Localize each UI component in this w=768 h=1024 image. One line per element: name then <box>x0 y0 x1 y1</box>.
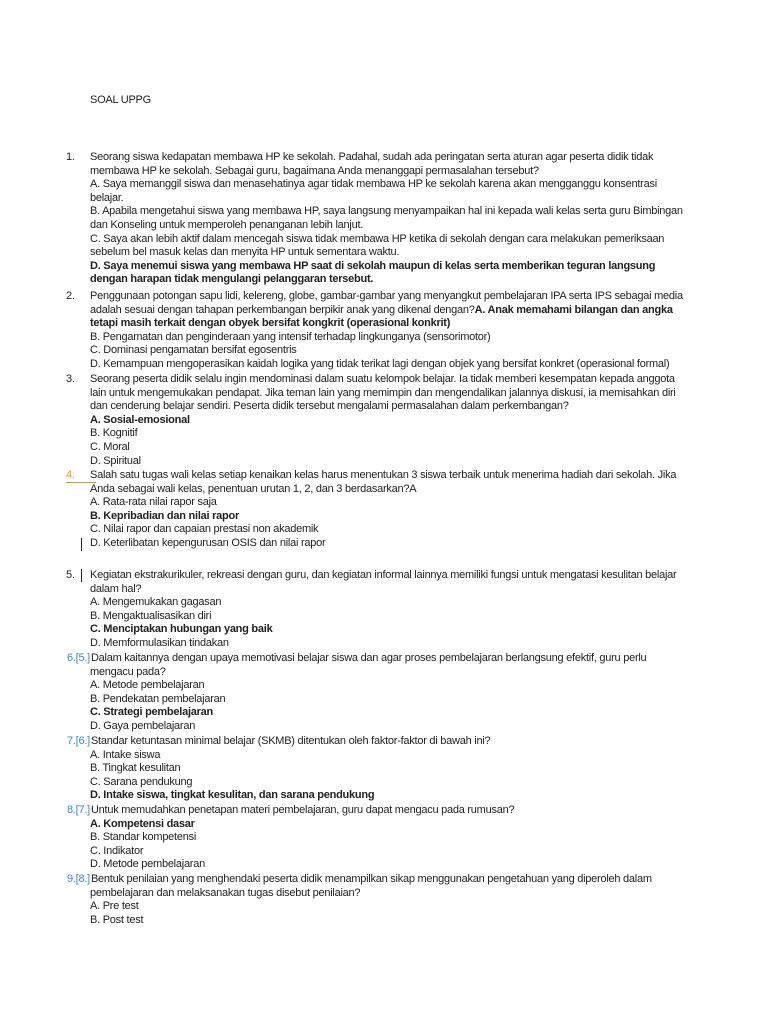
question-text-line: Seorang peserta didik selalu ingin mendominasi dalam suatu kelompok belajar. Ia tidak memberi kesempatan kepada anggota <box>90 373 675 385</box>
option-d: D. Keterlibatan kepengurusan OSIS dan nilai rapor <box>90 536 326 549</box>
option-a: A. Saya memanggil siswa dan menasehatinya agar tidak membawa HP ke sekolah karena akan mengganggu konsentrasi <box>90 178 657 191</box>
option-b: B. Pengamatan dan penginderaan yang intensif terhadap lingkunganya (sensorimotor) <box>90 330 491 343</box>
question-text-line: Bentuk penilaian yang menghendaki peserta didik menampilkan sikap menggunakan pengetahuan yang diperoleh dalam <box>90 873 652 885</box>
option-a: A. Rata-rata nilai rapor saja <box>90 496 217 509</box>
question-text-line <box>90 304 690 318</box>
option-c: C. Dominasi pengamatan bersifat egosentris <box>90 344 297 357</box>
question-text-line: Untuk memudahkan penetapan materi pembelajaran, guru dapat mengacu pada rumusan? <box>90 804 515 816</box>
question-number-tracked: 7.[6.] <box>67 735 90 747</box>
option-d-answer: D. Intake siswa, tingkat kesulitan, dan sarana pendukung <box>90 789 375 802</box>
option-c: C. Indikator <box>90 844 144 857</box>
question-text-line: Kegiatan ekstrakurikuler, rekreasi dengan guru, dan kegiatan informal lainnya memiliki fungsi untuk mengatasi kesulitan belajar <box>90 569 677 581</box>
question-number: 1. <box>66 151 75 163</box>
question-number: 2. <box>66 290 75 302</box>
option-b: B. Apabila mengetahui siswa yang membawa HP, saya langsung menyampaikan hal ini kepada wali kelas serta guru Bimbingan <box>90 205 683 218</box>
option-a: A. Metode pembelajaran <box>90 679 205 692</box>
option-b-cont: dan Konseling untuk memperoleh penanganan lebih lanjut. <box>90 218 364 231</box>
question-number-tracked: 8.[7.] <box>67 804 90 816</box>
option-b: B. Kognitif <box>90 427 138 440</box>
question-5 <box>66 569 690 651</box>
option-d: D. Metode pembelajaran <box>90 858 205 871</box>
question-text-line: Anda sebagai wali kelas, penentuan urutan 1, 2, dan 3 berdasarkan?A <box>90 482 417 495</box>
option-d: D. Kemampuan mengoperasikan kaidah logika yang tidak terikat lagi dengan objek yang bersifat konkret (operasional formal) <box>90 357 670 370</box>
option-c: C. Moral <box>90 440 130 453</box>
question-text-line: mengacu pada? <box>90 665 166 678</box>
question-8 <box>67 804 690 872</box>
question-text-line: Penggunaan potongan sapu lidi, kelereng, globe, gambar-gambar yang menyangkut pembelajaran IPA serta IPS sebagai media <box>90 290 683 302</box>
option-d: D. Spiritual <box>90 454 141 467</box>
option-b: B. Pendekatan pembelajaran <box>90 692 226 705</box>
option-a-answer: A. Sosial-emosional <box>90 413 190 426</box>
option-d-answer-cont: dengan harapan tidak mengulangi pelanggaran tersebut. <box>90 273 374 286</box>
question-6 <box>67 652 690 734</box>
question-7 <box>67 735 690 803</box>
option-a: A. Intake siswa <box>90 748 161 761</box>
question-number: 3. <box>66 373 75 385</box>
question-3 <box>66 373 690 468</box>
option-a: A. Mengemukakan gagasan <box>90 596 222 609</box>
question-1 <box>66 151 690 287</box>
question-number-tracked: 4. <box>66 469 88 483</box>
option-a-answer-cont: tetapi masih terkait dengan obyek bersifat kongkrit (operasional konkrit) <box>90 317 451 330</box>
option-c-answer: C. Menciptakan hubungan yang baik <box>90 623 273 636</box>
option-b: B. Mengaktualisasikan diri <box>90 609 212 622</box>
question-number-tracked: 6.[5.] <box>67 652 90 664</box>
option-b: B. Post test <box>90 913 144 926</box>
question-9 <box>67 873 690 927</box>
question-text-line: Standar ketuntasan minimal belajar (SKMB) ditentukan oleh faktor-faktor di bawah ini? <box>90 735 491 747</box>
option-b-answer: B. Kepribadian dan nilai rapor <box>90 509 239 522</box>
question-text-line: Seorang siswa kedapatan membawa HP ke sekolah. Padahal, sudah ada peringatan serta aturan agar peserta didik tidak <box>90 151 654 163</box>
option-a-answer: A. Kompetensi dasar <box>90 817 195 830</box>
change-bar-marker <box>81 569 82 582</box>
option-b: B. Standar kompetensi <box>90 831 197 844</box>
option-d: D. Gaya pembelajaran <box>90 719 196 732</box>
question-text-line: pembelajaran dan melaksanakan tugas disebut penilaian? <box>90 886 361 899</box>
option-c: C. Sarana pendukung <box>90 775 193 788</box>
option-a-cont: belajar. <box>90 191 124 204</box>
option-c-answer: C. Strategi pembelajaran <box>90 706 213 719</box>
option-d: D. Memformulasikan tindakan <box>90 636 229 649</box>
question-text-line: membawa HP ke sekolah. Sebagai guru, bagaimana Anda menanggapi permasalahan tersebut? <box>90 164 539 177</box>
document-title: SOAL UPPG <box>90 94 151 106</box>
option-c: C. Nilai rapor dan capaian prestasi non akademik <box>90 523 319 536</box>
question-text: adalah sesuai dengan tahapan perkembangan berpikir anak yang dikenal dengan? <box>90 303 475 316</box>
question-text-line: dalam hal? <box>90 582 142 595</box>
question-number-tracked: 9.[8.] <box>67 873 90 885</box>
option-d-answer: D. Saya menemui siswa yang membawa HP saat di sekolah maupun di kelas serta memberikan teguran langsung <box>90 259 656 272</box>
question-text-line: Salah satu tugas wali kelas setiap kenaikan kelas harus menentukan 3 siswa terbaik untuk menerima hadiah dari sekolah. Jika <box>90 469 677 481</box>
option-c-cont: sebelum bel masuk kelas dan menyita HP untuk sementara waktu. <box>90 246 400 259</box>
question-number: 5. <box>66 569 75 581</box>
option-c: C. Saya akan lebih aktif dalam mencegah siswa tidak membawa HP ketika di sekolah dengan cara melakukan pemeriksaan <box>90 232 665 245</box>
question-text-line: dan cenderung belajar sendiri. Peserta didik tersebut mengalami permasalahan dalam perkembangan? <box>90 400 569 413</box>
option-b: B. Tingkat kesulitan <box>90 762 181 775</box>
question-4 <box>66 469 690 551</box>
option-a: A. Pre test <box>90 900 139 913</box>
option-a-answer: A. Anak memahami bilangan dan angka <box>474 303 673 316</box>
change-bar-marker <box>81 538 82 551</box>
question-text-line: lain untuk mengemukakan pendapat. Jika teman lain yang memimpin dan mengendalikan jalannya diskusi, ia memisahkan diri <box>90 386 676 399</box>
question-text-line: Dalam kaitannya dengan upaya memotivasi belajar siswa dan agar proses pembelajaran berlangsung efektif, guru perlu <box>90 652 647 664</box>
question-2 <box>66 290 690 372</box>
